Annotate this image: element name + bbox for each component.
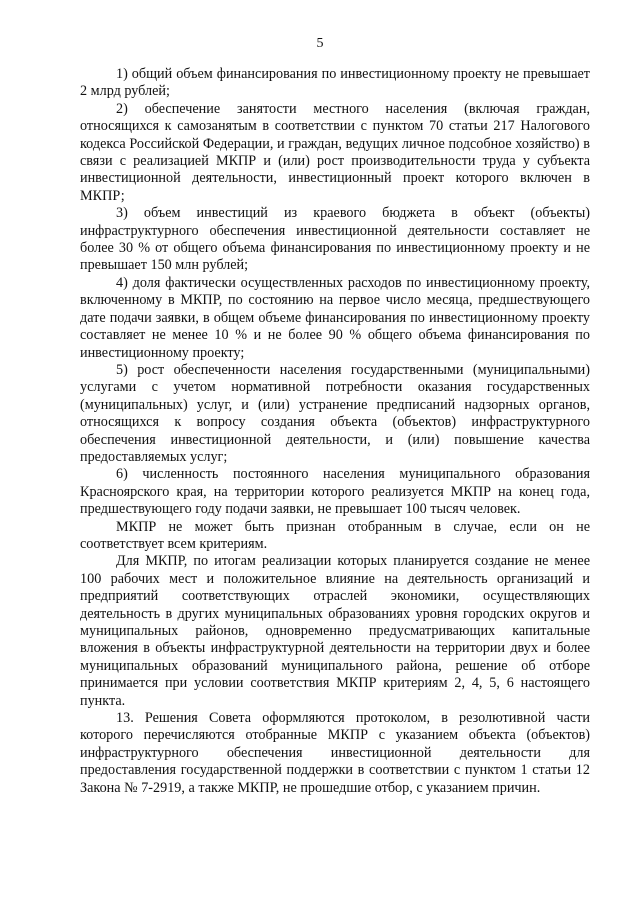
paragraph-special-case: Для МКПР, по итогам реализации которых планируется создание не менее 100 рабочих мест и положительное влияние на деятельность организаций и предприятий соответствующих отраслей экономики, осуществляющих деятельность в других муниципальных образованиях уровня городских округов и муниципальных районов, одновременно предусматривающих капитальные вложения в объекты инфраструктурной деятельности на территории двух и более муниципальных образований муниципального района, решение об отборе принимается при условии соответствия МКПР критериям 2, 4, 5, 6 настоящего пункта. bbox=[80, 553, 590, 709]
paragraph-criterion-3: 3) объем инвестиций из краевого бюджета в объект (объекты) инфраструктурного обеспечения инвестиционной деятельности составляет не более 30 % от общего объема финансирования по инвестиционному проекту и не превышает 150 млн рублей; bbox=[80, 205, 590, 274]
paragraph-criterion-2: 2) обеспечение занятости местного населения (включая граждан, относящихся к самозанятым в соответствии с пунктом 70 статьи 217 Налогового кодекса Российской Федерации, и граждан, ведущих личное подсобное хозяйство) в связи с реализацией МКПР и (или) рост производительности труда у субъекта инвестиционной деятельности, инвестиционный проект которого включен в МКПР; bbox=[80, 100, 590, 204]
document-body bbox=[80, 66, 590, 797]
paragraph-item-13: 13. Решения Совета оформляются протоколом, в резолютивной части которого перечисляются отобранные МКПР с указанием объекта (объектов) инфраструктурного обеспечения инвестиционной деятельности для предоставления государственной поддержки в соответствии с пунктом 1 статьи 12 Закона № 7-2919, а также МКПР, не прошедшие отбор, с указанием причин. bbox=[80, 710, 590, 796]
paragraph-criterion-5: 5) рост обеспеченности населения государственными (муниципальными) услугами с учетом нормативной потребности оказания государственных (муниципальных) услуг, и (или) устранение предписаний надзорных органов, относящихся к вопросу создания объекта (объектов) инфраструктурного обеспечения инвестиционной деятельности, и (или) повышение качества предоставляемых услуг; bbox=[80, 361, 590, 465]
paragraph-not-selected: МКПР не может быть признан отобранным в случае, если он не соответствует всем критериям. bbox=[80, 518, 590, 552]
page-number: 5 bbox=[316, 36, 324, 51]
paragraph-criterion-6: 6) численность постоянного населения муниципального образования Красноярского края, на территории которого реализуется МКПР на конец года, предшествующего году подачи заявки, не превышает 100 тысяч человек. bbox=[80, 466, 590, 518]
paragraph-criterion-4: 4) доля фактически осуществленных расходов по инвестиционному проекту, включенному в МКПР, по состоянию на первое число месяца, предшествующего дате подачи заявки, в общем объеме финансирования по инвестиционному проекту составляет не менее 10 % и не более 90 % общего объема финансирования по инвестиционному проекту; bbox=[80, 274, 590, 361]
paragraph-criterion-1: 1) общий объем финансирования по инвестиционному проекту не превышает 2 млрд рублей; bbox=[80, 66, 590, 100]
